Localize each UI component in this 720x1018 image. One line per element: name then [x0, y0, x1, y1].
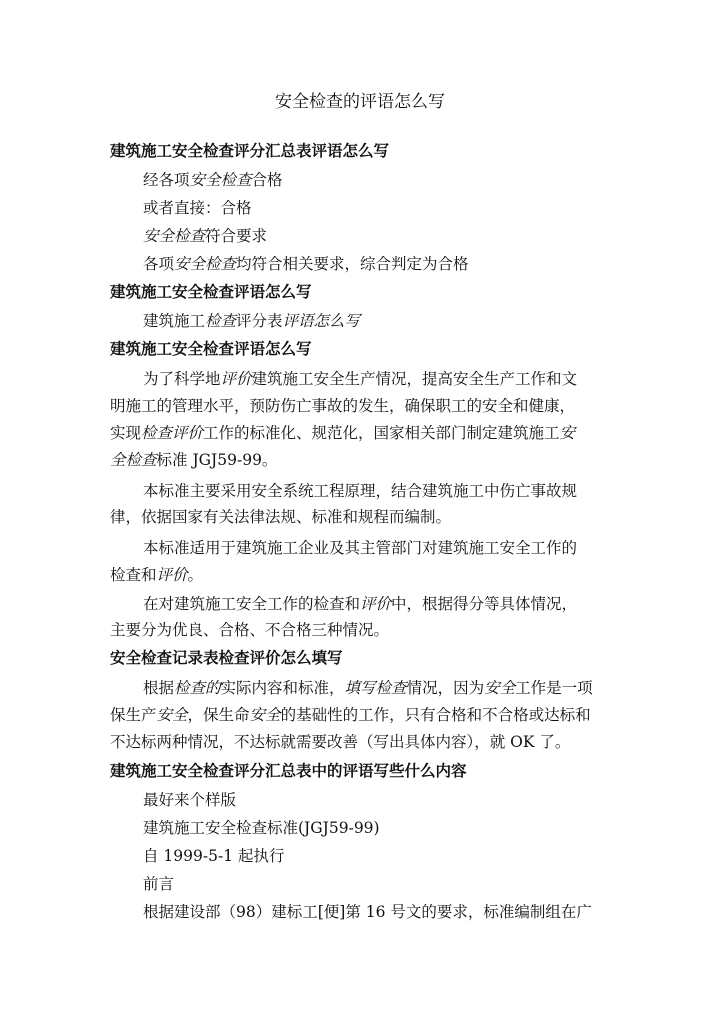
text-line: 最好来个样版 — [143, 791, 237, 809]
text-line: 实现检查评价工作的标准化、规范化，国家相关部门制定建筑施工安 — [110, 424, 576, 442]
text-line: 本标准主要采用安全系统工程原理，结合建筑施工中伤亡事故规 — [143, 482, 578, 500]
text-line: 不达标两种情况，不达标就需要改善（写出具体内容），就 OK 了。 — [110, 733, 571, 751]
text-line: 自 1999-5-1 起执行 — [143, 847, 285, 865]
text-line: 为了科学地评价建筑施工安全生产情况，提高安全生产工作和文 — [143, 370, 578, 388]
section-heading: 建筑施工安全检查评分汇总表中的评语写些什么内容 — [110, 761, 467, 780]
section-heading: 建筑施工安全检查评分汇总表评语怎么写 — [110, 141, 390, 160]
text-line: 律，依据国家有关法律法规、标准和规程而编制。 — [110, 508, 452, 526]
text-line: 建筑施工检查评分表评语怎么写 — [143, 312, 361, 330]
text-line: 经各项安全检查合格 — [143, 171, 283, 189]
text-line: 各项安全检查均符合相关要求，综合判定为合格 — [143, 255, 469, 273]
text-line: 根据建设部（98）建标工[便]第 16 号文的要求，标准编制组在广 — [143, 903, 592, 921]
section-heading: 安全检查记录表检查评价怎么填写 — [110, 648, 343, 667]
text-line: 安全检查符合要求 — [143, 227, 268, 245]
text-line: 在对建筑施工安全工作的检查和评价中，根据得分等具体情况， — [143, 595, 578, 613]
text-line: 检查和评价。 — [110, 566, 204, 584]
text-line: 本标准适用于建筑施工企业及其主管部门对建筑施工安全工作的 — [143, 539, 578, 557]
text-line: 根据检查的实际内容和标准，填写检查情况，因为安全工作是一项 — [143, 679, 593, 697]
text-line: 或者直接：合格 — [143, 199, 252, 217]
document-title: 安全检查的评语怎么写 — [275, 92, 445, 112]
text-line: 建筑施工安全检查标准(JGJ59-99) — [143, 819, 380, 837]
text-line: 明施工的管理水平，预防伤亡事故的发生，确保职工的安全和健康， — [110, 397, 576, 415]
text-line: 保生产安全，保生命安全的基础性的工作，只有合格和不合格或达标和 — [110, 706, 591, 724]
text-line: 前言 — [143, 875, 175, 893]
text-line: 全检查标准 JGJ59-99。 — [110, 451, 278, 469]
section-heading: 建筑施工安全检查评语怎么写 — [110, 339, 312, 358]
section-heading: 建筑施工安全检查评语怎么写 — [110, 282, 312, 301]
text-line: 主要分为优良、合格、不合格三种情况。 — [110, 621, 390, 639]
